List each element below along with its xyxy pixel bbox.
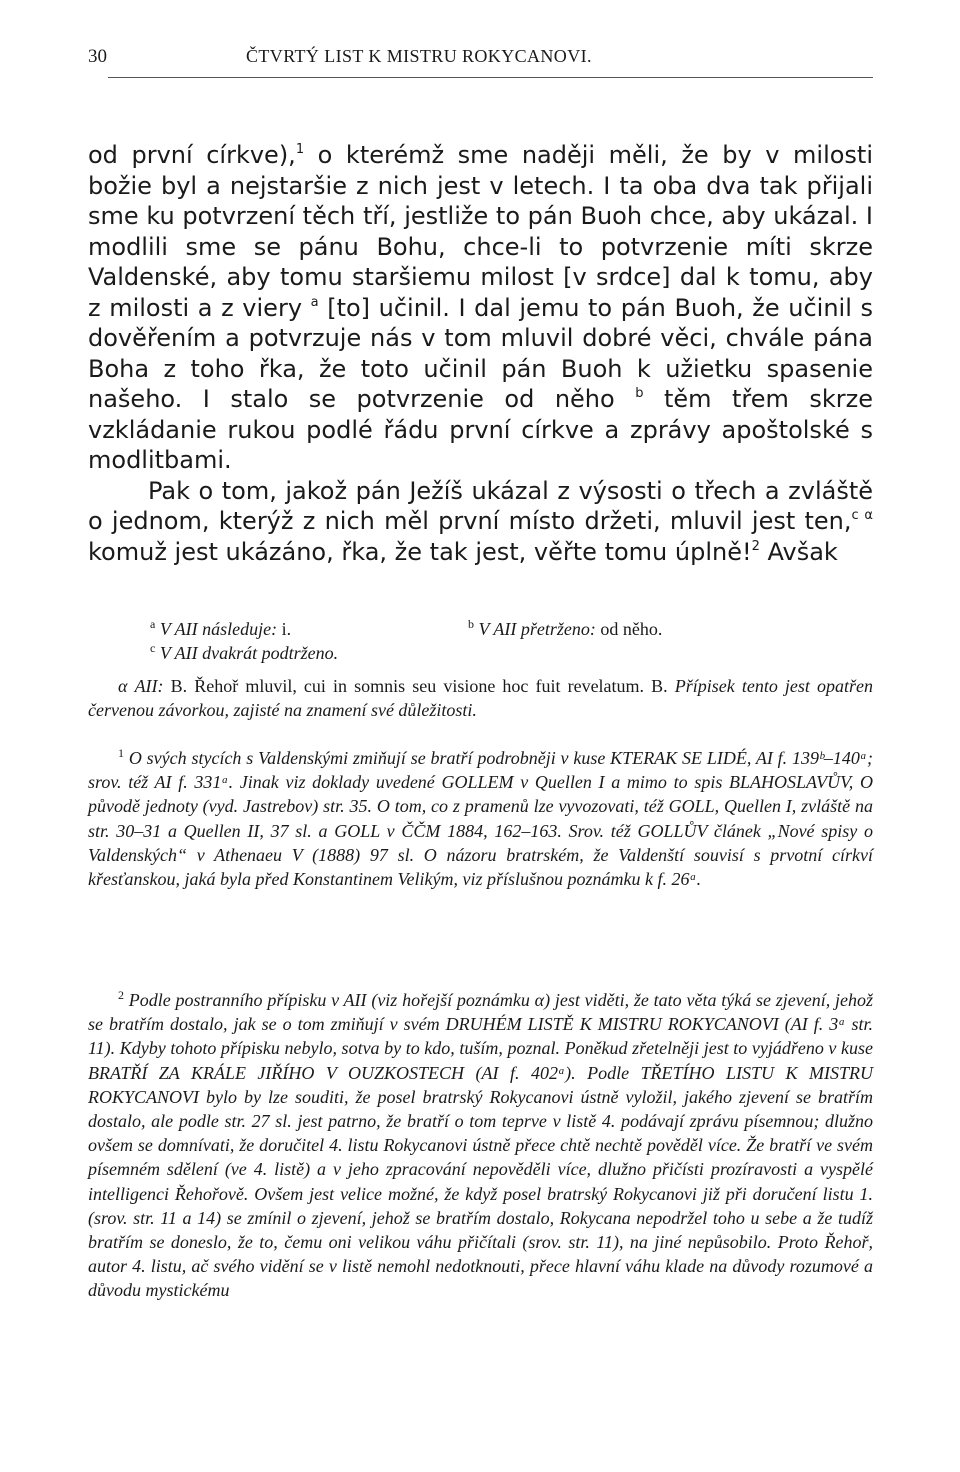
page-header [88, 44, 873, 78]
paragraph-1: od první církve),$^1$ o kterémž sme naději měli, že by v milosti božie byl a nejstaršie z nich jest v letech. I ta oba dva tak přijali sme ku potvrzení těch tří, jestliže to pán Buoh chce, aby ukázal. I modlili sme se pánu Bohu, chce-li to potvrzenie míti skrze Valdenské, aby tomu staršiemu milost [v srdce] dal k tomu, aby z milosti a z viery $^a$ [to] učinil. I dal jemu to pán Buoh, že učinil s dověřením a potvrzuje nás v tom mluvil dobré věci, chvále pána Boha z toho řka, že toto učinil pán Buoh k užietku spasenie našeho. I stalo se potvrzenie od něho $^b$ těm třem skrze vzkládanie rukou podlé řádu první církve a zprávy apoštolské s modlitbami. [88, 141, 874, 474]
footnote-ref-1: 1 [295, 142, 305, 157]
header-rule [108, 77, 873, 78]
variant-ref-b: b [635, 386, 644, 401]
variant-note-b: $^b$ V AII přetrženo: od něho. [468, 617, 663, 639]
variant-ref-c: c α [851, 508, 873, 523]
variant-notes [88, 617, 873, 665]
main-text [88, 140, 873, 567]
variant-note-a: $^a$ V AII následuje: i. [150, 617, 292, 639]
footnote-ref-2: 2 [751, 538, 760, 554]
footnote-2: $^2$ Podle postranního přípisku v AII (viz hořejší poznámku α) jest viděti, že tato věta týká se zjevení, jehož se bratřím dostalo, jak se o tom zmiňují v svém DRUHÉM LISTĚ K MISTRU ROKYCANOVI (AI f. 3ᵃ str. 11). Kdyby tohoto přípisku nebylo, sotva by to kdo, tuším, poznal. Poněkud zřetelněji jest to vyjádřeno v kuse BRATŘÍ ZA KRÁLE JIŘÍHO V OUZKOSTECH (AI f. 402ᵃ). Podle TŘETÍHO LISTU K MISTRU ROKYCANOVI bylo by lze souditi, že posel bratrský Rokycanovi ústně vyložil, jakého zjevení se bratřím dostalo, ale podle str. 27 sl. jest patrno, že bratří o tom teprve v listě 4. podávají zprávu písemnou; dlužno ovšem se domnívati, že doručitel 4. listu Rokycanovi ústně přece chtě nechtě pověděl více. Že bratří ve svém písemném sdělení (ve 4. listě) a v jeho zpracování nepověděli více, dlužno přičísti prozíravosti a vyspělé intelligenci Řehořově. Ovšem jest velice možné, že když posel bratrský Rokycanovi již při doručení listu 1. (srov. str. 11 a 14) se zmínil o zjevení, jehož se bratřím dostalo, Rokycana nepodržel toho u sebe a že tudíž bratřím se doneslo, že to, čemu oni velikou váhu přičítali (srov. str. 11), na jiné nepůsobilo. Proto Řehoř, autor 4. listu, ač svého vidění se v listě nemohl nedotknouti, přece hlavní váhu klade na důvody rozumové a důvodu mystickému [88, 988, 874, 1301]
paragraph-2: Pak o tom, jakož pán Ježíš ukázal z výsosti o třech a zvláště o jednom, kterýž z nich měl první místo držeti, mluvil jest ten,$^{c \alpha}$ komuž jest ukázáno, řka, že tak jest, věřte tomu úplně!$^2$ Avšak [88, 476, 873, 566]
variant-ref-a: a [310, 294, 319, 310]
running-title: ČTVRTÝ LIST K MISTRU ROKYCANOVI. [246, 46, 592, 66]
page-number: 30 [88, 46, 107, 67]
variant-note-c: $^c$ V AII dvakrát podtrženo. [150, 641, 339, 663]
alpha-note: α AII: B. Řehoř mluvil, cui in somnis seu visione hoc fuit revelatum. B. Přípisek tento jest opatřen červenou závorkou, zajisté na znamení své důležitosti. [88, 676, 874, 721]
footnote-1: $^1$ O svých stycích s Valdenskými zmiňují se bratří podrobněji v kuse KTERAK SE LIDÉ, AI f. 139ᵇ–140ᵃ; srov. též AI f. 331ᵃ. Jinak viz doklady uvedené GOLLEM v Quellen I a mimo to spis BLAHOSLAVŮV, O původě jednoty (vyd. Jastrebov) str. 35. O tom, co z pramenů lze vyvozovati, též GOLL, Quellen I, zvláště na str. 30–31 a Quellen II, 37 sl. a GOLL v ČČM 1884, 162–163. Srov. též GOLLŮV článek „Nové spisy o Valdenských“ v Athenaeu V (1888) 97 sl. O názoru bratrském, že Valdenští souvisí s prvotní církví křesťanskou, jaká byla před Konstantinem Velikým, viz příslušnou poznámku k f. 26ᵃ. [88, 746, 873, 890]
